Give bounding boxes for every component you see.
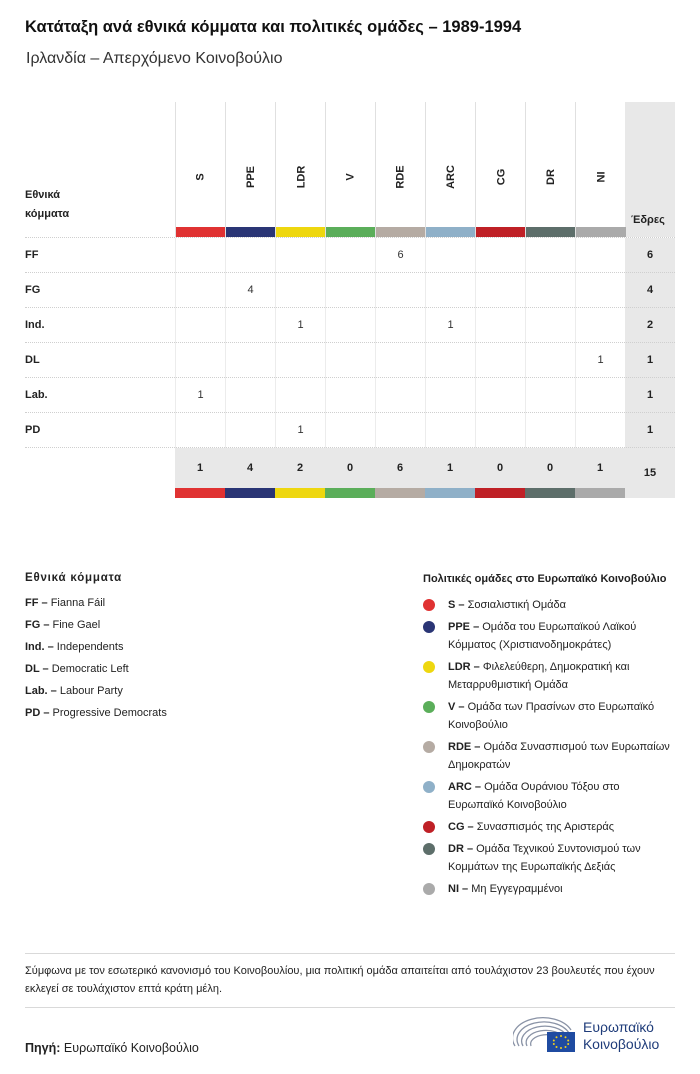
table-cell xyxy=(475,413,525,448)
group-legend-item xyxy=(423,778,675,814)
footnote: Σύμφωνα με τον εσωτερικό κανονισμό του Κοινοβουλίου, μια πολιτική ομάδα απαιτείται από τουλάχιστον 23 βουλευτές που έχουν εκλεγεί σε τουλάχιστον επτά κράτη μέλη. xyxy=(25,953,675,1008)
total-cell: 0 xyxy=(475,448,525,488)
group-header-label: RDE xyxy=(394,165,407,189)
group-column-header-ldr xyxy=(275,102,325,237)
table-cell xyxy=(475,378,525,413)
group-color-bar-bottom xyxy=(225,488,275,498)
group-column-header-v xyxy=(325,102,375,237)
source-line xyxy=(25,1041,199,1055)
table-cell: 1 xyxy=(425,308,475,343)
table-cell: 1 xyxy=(275,413,325,448)
group-color-bar xyxy=(426,227,476,237)
group-color-bar xyxy=(226,227,276,237)
source-label: Πηγή: xyxy=(25,1041,61,1055)
row-party-name: FG xyxy=(25,284,41,296)
group-color-bar xyxy=(526,227,576,237)
total-seats-cell: 15 xyxy=(625,448,675,498)
group-header-label-wrap xyxy=(526,147,576,207)
group-header-label-wrap xyxy=(276,147,326,207)
table-cell xyxy=(225,238,275,273)
group-color-dot-icon xyxy=(423,599,435,611)
table-cell xyxy=(525,343,575,378)
table-row xyxy=(25,237,675,272)
totals-row xyxy=(25,447,675,487)
table-cell xyxy=(425,378,475,413)
group-color-dot-icon xyxy=(423,781,435,793)
table-cell xyxy=(275,273,325,308)
table-cell xyxy=(325,308,375,343)
table-cell xyxy=(175,273,225,308)
table-cell xyxy=(575,238,625,273)
european-parliament-logo xyxy=(513,1016,678,1056)
table-cell xyxy=(375,273,425,308)
party-legend-abbr: DL – xyxy=(25,663,49,675)
table-cell xyxy=(375,413,425,448)
party-legend-item xyxy=(25,680,345,702)
group-color-bar-bottom xyxy=(475,488,525,498)
table-cell xyxy=(225,343,275,378)
logo-text-line1: Ευρωπαϊκό xyxy=(583,1019,654,1035)
table-cell xyxy=(225,378,275,413)
table-cell xyxy=(375,308,425,343)
seats-column-header xyxy=(625,102,675,237)
party-legend-name: Progressive Democrats xyxy=(52,707,167,719)
group-header-label-wrap xyxy=(176,147,226,207)
group-color-bar-bottom xyxy=(175,488,225,498)
table-cell xyxy=(525,308,575,343)
group-column-header-cg xyxy=(475,102,525,237)
group-legend-item xyxy=(423,818,675,836)
table-cell xyxy=(525,238,575,273)
table-cell xyxy=(525,378,575,413)
total-cell: 4 xyxy=(225,448,275,488)
row-seats-cell: 1 xyxy=(625,343,675,378)
group-header-label: S xyxy=(195,173,207,181)
group-legend-name: Ομάδα Τεχνικού Συντονισμού των Κομμάτων της Ευρωπαϊκής Δεξιάς xyxy=(448,843,641,873)
table-cell xyxy=(425,343,475,378)
table-cell xyxy=(375,378,425,413)
total-cell: 1 xyxy=(575,448,625,488)
group-column-header-rde xyxy=(375,102,425,237)
group-color-bar xyxy=(276,227,326,237)
group-header-label: V xyxy=(345,173,357,181)
seats-header-label: Έδρες xyxy=(631,214,665,226)
party-legend-item xyxy=(25,658,345,680)
table-row xyxy=(25,377,675,412)
group-color-dot-icon xyxy=(423,883,435,895)
group-legend-abbr: ARC – xyxy=(448,781,482,793)
group-legend-name: Συνασπισμός της Αριστεράς xyxy=(476,821,615,833)
table-cell xyxy=(325,378,375,413)
table-row xyxy=(25,272,675,307)
group-legend-item xyxy=(423,840,675,876)
row-party-name: DL xyxy=(25,354,40,366)
table-cell xyxy=(425,413,475,448)
group-header-label: PPE xyxy=(244,165,257,189)
group-column-header-ppe xyxy=(225,102,275,237)
table-cell xyxy=(275,343,325,378)
source-value: Ευρωπαϊκό Κοινοβούλιο xyxy=(63,1041,199,1055)
total-cell: 6 xyxy=(375,448,425,488)
table-cell: 4 xyxy=(225,273,275,308)
group-color-bar xyxy=(176,227,226,237)
party-legend-abbr: Ind. – xyxy=(25,641,54,653)
group-legend-name: Ομάδα των Πρασίνων στο Ευρωπαϊκό Κοινοβούλιο xyxy=(448,701,655,731)
table-cell: 1 xyxy=(175,378,225,413)
group-legend-abbr: RDE – xyxy=(448,741,481,753)
table-cell xyxy=(475,343,525,378)
group-legend-item xyxy=(423,698,675,734)
party-legend-name: Independents xyxy=(56,641,124,653)
group-header-label: CG xyxy=(495,168,507,186)
group-legend-name: Μη Εγγεγραμμένοι xyxy=(471,883,563,895)
table-cell xyxy=(575,273,625,308)
party-legend-item xyxy=(25,614,345,636)
logo-text-line2: Κοινοβούλιο xyxy=(583,1036,660,1052)
table-cell xyxy=(425,238,475,273)
group-legend-item xyxy=(423,596,675,614)
group-legend-name: Ομάδα Ουράνιου Τόξου στο Ευρωπαϊκό Κοινοβούλιο xyxy=(448,781,620,811)
group-legend-item xyxy=(423,738,675,774)
group-color-bar-bottom xyxy=(325,488,375,498)
party-legend-abbr: FF – xyxy=(25,597,48,609)
table-cell xyxy=(175,238,225,273)
total-cell: 2 xyxy=(275,448,325,488)
group-header-label-wrap xyxy=(226,147,276,207)
group-color-dot-icon xyxy=(423,661,435,673)
group-legend-abbr: NI – xyxy=(448,883,469,895)
group-color-dot-icon xyxy=(423,843,435,855)
page-subtitle: Ιρλανδία – Απερχόμενο Κοινοβούλιο xyxy=(26,50,283,67)
table-cell xyxy=(225,413,275,448)
group-color-bar xyxy=(576,227,626,237)
party-column-header: Εθνικά κόμματα xyxy=(25,189,70,220)
table-row xyxy=(25,342,675,377)
group-header-label-wrap xyxy=(576,147,626,207)
political-groups-legend xyxy=(423,572,675,902)
table-header xyxy=(25,102,675,237)
group-color-dot-icon xyxy=(423,621,435,633)
party-legend-abbr: Lab. – xyxy=(25,685,57,697)
seat-distribution-table xyxy=(25,102,675,487)
row-seats-cell: 6 xyxy=(625,238,675,273)
table-cell xyxy=(475,238,525,273)
table-cell xyxy=(375,343,425,378)
party-legend-name: Fine Gael xyxy=(52,619,101,631)
national-parties-legend-title: Εθνικά κόμματα xyxy=(25,572,123,584)
group-column-header-s xyxy=(175,102,225,237)
party-legend-item xyxy=(25,592,345,614)
group-legend-abbr: V – xyxy=(448,701,465,713)
row-seats-cell: 2 xyxy=(625,308,675,343)
group-column-header-ni xyxy=(575,102,625,237)
group-header-label: ARC xyxy=(445,165,457,189)
table-cell xyxy=(575,413,625,448)
european-parliament-logo-icon xyxy=(513,1016,577,1056)
row-seats-cell: 4 xyxy=(625,273,675,308)
group-color-dot-icon xyxy=(423,821,435,833)
group-legend-item xyxy=(423,658,675,694)
table-cell xyxy=(325,238,375,273)
group-legend-item xyxy=(423,880,675,898)
total-cell: 1 xyxy=(425,448,475,488)
table-cell xyxy=(175,308,225,343)
group-column-header-dr xyxy=(525,102,575,237)
table-cell xyxy=(425,273,475,308)
row-party-name: Ind. xyxy=(25,319,45,331)
group-color-bar-bottom xyxy=(425,488,475,498)
party-legend-item xyxy=(25,636,345,658)
table-cell xyxy=(475,308,525,343)
table-cell xyxy=(175,343,225,378)
row-party-name: PD xyxy=(25,424,41,436)
group-header-label: LDR xyxy=(294,165,307,189)
row-party-name: Lab. xyxy=(25,389,48,401)
table-cell xyxy=(225,308,275,343)
group-header-label: NI xyxy=(595,171,607,183)
table-cell xyxy=(325,343,375,378)
table-cell xyxy=(525,413,575,448)
table-cell: 1 xyxy=(275,308,325,343)
table-row xyxy=(25,412,675,447)
table-cell xyxy=(575,308,625,343)
group-legend-abbr: LDR – xyxy=(448,661,480,673)
total-cell: 1 xyxy=(175,448,225,488)
total-cell: 0 xyxy=(525,448,575,488)
table-cell xyxy=(175,413,225,448)
table-cell: 6 xyxy=(375,238,425,273)
group-color-bar-bottom xyxy=(525,488,575,498)
table-cell: 1 xyxy=(575,343,625,378)
group-color-dot-icon xyxy=(423,701,435,713)
group-color-bar xyxy=(376,227,426,237)
group-header-label: DR xyxy=(544,169,557,185)
row-seats-cell: 1 xyxy=(625,413,675,448)
party-legend-item xyxy=(25,702,345,724)
group-header-label-wrap xyxy=(426,147,476,207)
group-header-label-wrap xyxy=(476,147,526,207)
party-legend-name: Democratic Left xyxy=(51,663,129,675)
table-cell xyxy=(525,273,575,308)
table-body xyxy=(25,237,675,447)
row-party-name: FF xyxy=(25,249,39,261)
group-column-header-arc xyxy=(425,102,475,237)
group-legend-name: Ομάδα Συνασπισμού των Ευρωπαίων Δημοκρατών xyxy=(448,741,670,771)
party-legend-name: Labour Party xyxy=(59,685,123,697)
group-legend-name: Φιλελεύθερη, Δημοκρατική και Μεταρρυθμιστική Ομάδα xyxy=(448,661,630,691)
party-legend-abbr: PD – xyxy=(25,707,50,719)
group-legend-abbr: PPE – xyxy=(448,621,480,633)
group-color-bar-bottom xyxy=(375,488,425,498)
party-legend-name: Fianna Fáil xyxy=(50,597,106,609)
table-cell xyxy=(275,238,325,273)
table-row xyxy=(25,307,675,342)
group-color-dot-icon xyxy=(423,741,435,753)
table-cell xyxy=(325,273,375,308)
group-legend-name: Ομάδα του Ευρωπαϊκού Λαϊκού Κόμματος (Χριστιανοδημοκράτες) xyxy=(448,621,637,651)
group-color-bar-bottom xyxy=(575,488,625,498)
group-legend-abbr: S – xyxy=(448,599,465,611)
logo-text xyxy=(583,1019,659,1053)
total-cell: 0 xyxy=(325,448,375,488)
table-cell xyxy=(275,378,325,413)
row-seats-cell: 1 xyxy=(625,378,675,413)
national-parties-legend xyxy=(25,572,345,724)
party-legend-abbr: FG – xyxy=(25,619,50,631)
table-cell xyxy=(475,273,525,308)
table-cell xyxy=(325,413,375,448)
group-legend-name: Σοσιαλιστική Ομάδα xyxy=(467,599,567,611)
group-legend-abbr: CG – xyxy=(448,821,474,833)
group-color-bar xyxy=(326,227,376,237)
group-header-label-wrap xyxy=(376,147,426,207)
page-title: Κατάταξη ανά εθνικά κόμματα και πολιτικές ομάδες – 1989-1994 xyxy=(25,18,522,36)
group-header-label-wrap xyxy=(326,147,376,207)
group-legend-abbr: DR – xyxy=(448,843,474,855)
political-groups-legend-title: Πολιτικές ομάδες στο Ευρωπαϊκό Κοινοβούλιο xyxy=(423,573,667,585)
group-color-bar-bottom xyxy=(275,488,325,498)
group-legend-item xyxy=(423,618,675,654)
group-color-bar xyxy=(476,227,526,237)
table-cell xyxy=(575,378,625,413)
